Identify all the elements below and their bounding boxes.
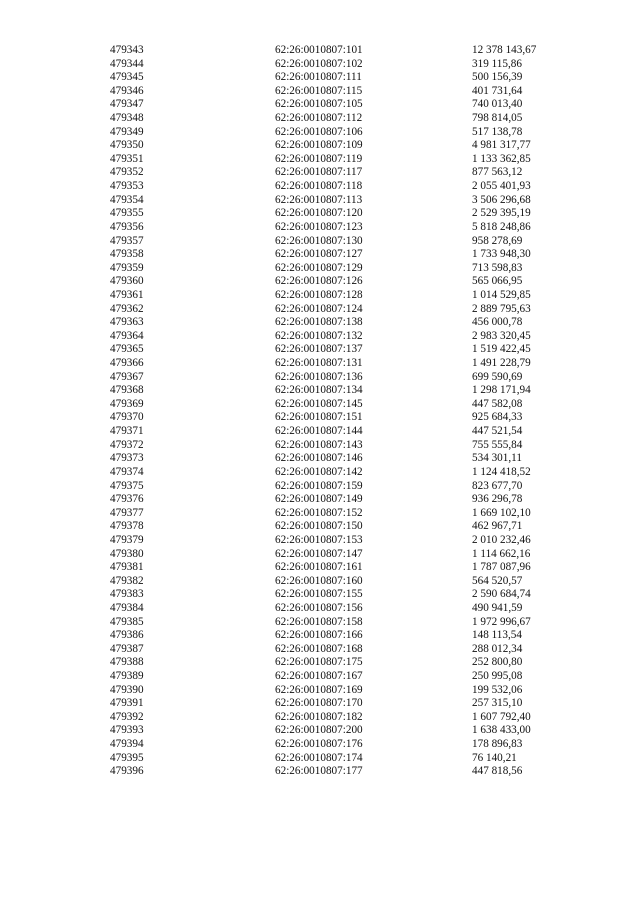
row-number-cell: 479375 (110, 479, 144, 492)
cadastral-number-cell: 62:26:0010807:109 (275, 139, 363, 152)
row-number-cell: 479360 (110, 275, 144, 288)
row-number-cell: 479345 (110, 71, 144, 84)
cadastral-value-cell: 1 124 418,52 (472, 465, 531, 478)
cadastral-value-cell: 462 967,71 (472, 520, 523, 533)
row-number-cell: 479358 (110, 248, 144, 261)
table-row (110, 153, 580, 167)
row-number-cell: 479352 (110, 166, 144, 179)
cadastral-number-cell: 62:26:0010807:112 (275, 112, 363, 125)
cadastral-number-cell: 62:26:0010807:131 (275, 357, 363, 370)
cadastral-number-cell: 62:26:0010807:132 (275, 329, 363, 342)
cadastral-number-cell: 62:26:0010807:126 (275, 275, 363, 288)
row-number-cell: 479376 (110, 493, 144, 506)
table-row (110, 98, 580, 112)
table-row (110, 616, 580, 630)
row-number-cell: 479370 (110, 411, 144, 424)
cadastral-value-cell: 2 983 320,45 (472, 329, 531, 342)
cadastral-value-cell: 2 889 795,63 (472, 302, 531, 315)
table-row (110, 602, 580, 616)
cadastral-number-cell: 62:26:0010807:168 (275, 642, 363, 655)
cadastral-value-cell: 936 296,78 (472, 493, 523, 506)
cadastral-number-cell: 62:26:0010807:130 (275, 234, 363, 247)
table-row (110, 371, 580, 385)
table-row (110, 71, 580, 85)
cadastral-value-cell: 456 000,78 (472, 316, 523, 329)
table-row (110, 439, 580, 453)
cadastral-number-cell: 62:26:0010807:129 (275, 261, 363, 274)
row-number-cell: 479393 (110, 724, 144, 737)
table-row (110, 575, 580, 589)
cadastral-value-cell: 4 981 317,77 (472, 139, 531, 152)
cadastral-number-cell: 62:26:0010807:127 (275, 248, 363, 261)
row-number-cell: 479382 (110, 574, 144, 587)
row-number-cell: 479344 (110, 57, 144, 70)
table-row (110, 629, 580, 643)
cadastral-value-cell: 2 529 395,19 (472, 207, 531, 220)
cadastral-number-cell: 62:26:0010807:118 (275, 180, 363, 193)
row-number-cell: 479346 (110, 84, 144, 97)
cadastral-number-cell: 62:26:0010807:145 (275, 397, 363, 410)
cadastral-number-cell: 62:26:0010807:155 (275, 588, 363, 601)
cadastral-value-cell: 12 378 143,67 (472, 44, 537, 56)
table-row (110, 289, 580, 303)
cadastral-value-cell: 823 677,70 (472, 479, 523, 492)
table-row (110, 112, 580, 126)
cadastral-value-cell: 76 140,21 (472, 751, 517, 764)
cadastral-value-cell: 447 521,54 (472, 425, 523, 438)
row-number-cell: 479350 (110, 139, 144, 152)
table-row (110, 180, 580, 194)
cadastral-number-cell: 62:26:0010807:117 (275, 166, 363, 179)
cadastral-value-cell: 740 013,40 (472, 98, 523, 111)
table-row (110, 588, 580, 602)
row-number-cell: 479347 (110, 98, 144, 111)
row-number-cell: 479364 (110, 329, 144, 342)
cadastral-value-cell: 2 590 684,74 (472, 588, 531, 601)
cadastral-value-cell: 1 519 422,45 (472, 343, 531, 356)
row-number-cell: 479392 (110, 710, 144, 723)
cadastral-number-cell: 62:26:0010807:150 (275, 520, 363, 533)
row-number-cell: 479379 (110, 533, 144, 546)
table-row (110, 384, 580, 398)
cadastral-value-cell: 925 684,33 (472, 411, 523, 424)
cadastral-value-cell: 178 896,83 (472, 738, 523, 751)
cadastral-value-cell: 755 555,84 (472, 438, 523, 451)
row-number-cell: 479357 (110, 234, 144, 247)
cadastral-value-cell: 713 598,83 (472, 261, 523, 274)
table-row (110, 765, 580, 779)
cadastral-value-cell: 2 055 401,93 (472, 180, 531, 193)
cadastral-value-cell: 534 301,11 (472, 452, 522, 465)
cadastral-number-cell: 62:26:0010807:124 (275, 302, 363, 315)
cadastral-value-cell: 877 563,12 (472, 166, 523, 179)
cadastral-number-cell: 62:26:0010807:119 (275, 152, 363, 165)
cadastral-value-cell: 1 133 362,85 (472, 152, 531, 165)
row-number-cell: 479343 (110, 44, 144, 56)
table-row (110, 126, 580, 140)
cadastral-number-cell: 62:26:0010807:156 (275, 601, 363, 614)
cadastral-number-cell: 62:26:0010807:152 (275, 506, 363, 519)
row-number-cell: 479380 (110, 547, 144, 560)
cadastral-value-cell: 565 066,95 (472, 275, 523, 288)
cadastral-number-cell: 62:26:0010807:158 (275, 615, 363, 628)
row-number-cell: 479366 (110, 357, 144, 370)
row-number-cell: 479384 (110, 601, 144, 614)
row-number-cell: 479353 (110, 180, 144, 193)
cadastral-number-cell: 62:26:0010807:166 (275, 629, 363, 642)
table-row (110, 262, 580, 276)
cadastral-number-cell: 62:26:0010807:147 (275, 547, 363, 560)
table-row (110, 561, 580, 575)
row-number-cell: 479368 (110, 384, 144, 397)
cadastral-value-cell: 564 520,57 (472, 574, 523, 587)
table-row (110, 520, 580, 534)
cadastral-number-cell: 62:26:0010807:167 (275, 670, 363, 683)
cadastral-number-cell: 62:26:0010807:115 (275, 84, 363, 97)
row-number-cell: 479387 (110, 642, 144, 655)
cadastral-value-cell: 3 506 296,68 (472, 193, 531, 206)
table-row (110, 670, 580, 684)
cadastral-number-cell: 62:26:0010807:113 (275, 193, 363, 206)
row-number-cell: 479365 (110, 343, 144, 356)
cadastral-number-cell: 62:26:0010807:159 (275, 479, 363, 492)
cadastral-number-cell: 62:26:0010807:174 (275, 751, 363, 764)
cadastral-value-cell: 250 995,08 (472, 670, 523, 683)
cadastral-number-cell: 62:26:0010807:137 (275, 343, 363, 356)
table-row (110, 493, 580, 507)
cadastral-number-cell: 62:26:0010807:128 (275, 288, 363, 301)
cadastral-value-cell: 447 818,56 (472, 765, 523, 778)
cadastral-number-cell: 62:26:0010807:105 (275, 98, 363, 111)
table-row (110, 207, 580, 221)
table-row (110, 425, 580, 439)
row-number-cell: 479378 (110, 520, 144, 533)
cadastral-value-cell: 401 731,64 (472, 84, 523, 97)
cadastral-value-cell: 490 941,59 (472, 601, 523, 614)
cadastral-value-cell: 288 012,34 (472, 642, 523, 655)
table-row (110, 480, 580, 494)
cadastral-value-cell: 1 669 102,10 (472, 506, 531, 519)
table-row (110, 44, 580, 58)
cadastral-number-cell: 62:26:0010807:142 (275, 465, 363, 478)
cadastral-number-cell: 62:26:0010807:160 (275, 574, 363, 587)
table-row (110, 85, 580, 99)
cadastral-number-cell: 62:26:0010807:170 (275, 697, 363, 710)
cadastral-value-cell: 517 138,78 (472, 125, 523, 138)
cadastral-value-cell: 447 582,08 (472, 397, 523, 410)
cadastral-value-cell: 148 113,54 (472, 629, 522, 642)
cadastral-number-cell: 62:26:0010807:138 (275, 316, 363, 329)
row-number-cell: 479396 (110, 765, 144, 778)
cadastral-number-cell: 62:26:0010807:120 (275, 207, 363, 220)
cadastral-value-cell: 2 010 232,46 (472, 533, 531, 546)
table-row (110, 275, 580, 289)
cadastral-value-cell: 5 818 248,86 (472, 220, 531, 233)
cadastral-value-cell: 958 278,69 (472, 234, 523, 247)
cadastral-value-cell: 1 607 792,40 (472, 710, 531, 723)
table-row (110, 738, 580, 752)
table-row (110, 752, 580, 766)
cadastral-value-cell: 1 733 948,30 (472, 248, 531, 261)
cadastral-value-cell: 1 972 996,67 (472, 615, 531, 628)
cadastral-number-cell: 62:26:0010807:149 (275, 493, 363, 506)
table-row (110, 316, 580, 330)
table-row (110, 248, 580, 262)
table-row (110, 398, 580, 412)
cadastral-number-cell: 62:26:0010807:144 (275, 425, 363, 438)
table-row (110, 357, 580, 371)
row-number-cell: 479356 (110, 220, 144, 233)
table-row (110, 411, 580, 425)
table-row (110, 58, 580, 72)
row-number-cell: 479390 (110, 683, 144, 696)
table-row (110, 548, 580, 562)
table-row (110, 656, 580, 670)
cadastral-number-cell: 62:26:0010807:111 (275, 71, 362, 84)
row-number-cell: 479394 (110, 738, 144, 751)
table-row (110, 330, 580, 344)
row-number-cell: 479348 (110, 112, 144, 125)
row-number-cell: 479371 (110, 425, 144, 438)
table-row (110, 303, 580, 317)
cadastral-value-cell: 699 590,69 (472, 370, 523, 383)
cadastral-value-cell: 798 814,05 (472, 112, 523, 125)
cadastral-number-cell: 62:26:0010807:101 (275, 44, 363, 56)
cadastral-value-cell: 257 315,10 (472, 697, 523, 710)
row-number-cell: 479355 (110, 207, 144, 220)
row-number-cell: 479386 (110, 629, 144, 642)
cadastral-value-cell: 199 532,06 (472, 683, 523, 696)
table-row (110, 166, 580, 180)
table-row (110, 643, 580, 657)
row-number-cell: 479351 (110, 152, 144, 165)
row-number-cell: 479391 (110, 697, 144, 710)
cadastral-number-cell: 62:26:0010807:177 (275, 765, 363, 778)
cadastral-value-table (110, 44, 580, 779)
cadastral-number-cell: 62:26:0010807:176 (275, 738, 363, 751)
cadastral-value-cell: 1 638 433,00 (472, 724, 531, 737)
cadastral-number-cell: 62:26:0010807:123 (275, 220, 363, 233)
row-number-cell: 479349 (110, 125, 144, 138)
table-row (110, 452, 580, 466)
table-row (110, 235, 580, 249)
row-number-cell: 479377 (110, 506, 144, 519)
cadastral-value-cell: 1 114 662,16 (472, 547, 531, 560)
table-row (110, 507, 580, 521)
row-number-cell: 479359 (110, 261, 144, 274)
cadastral-number-cell: 62:26:0010807:151 (275, 411, 363, 424)
cadastral-number-cell: 62:26:0010807:146 (275, 452, 363, 465)
table-row (110, 534, 580, 548)
row-number-cell: 479374 (110, 465, 144, 478)
cadastral-value-cell: 500 156,39 (472, 71, 523, 84)
cadastral-value-cell: 1 491 228,79 (472, 357, 531, 370)
cadastral-number-cell: 62:26:0010807:134 (275, 384, 363, 397)
table-row (110, 466, 580, 480)
cadastral-number-cell: 62:26:0010807:200 (275, 724, 363, 737)
table-row (110, 724, 580, 738)
cadastral-value-cell: 319 115,86 (472, 57, 522, 70)
cadastral-value-cell: 252 800,80 (472, 656, 523, 669)
cadastral-number-cell: 62:26:0010807:106 (275, 125, 363, 138)
row-number-cell: 479363 (110, 316, 144, 329)
row-number-cell: 479369 (110, 397, 144, 410)
cadastral-number-cell: 62:26:0010807:182 (275, 710, 363, 723)
row-number-cell: 479367 (110, 370, 144, 383)
cadastral-number-cell: 62:26:0010807:136 (275, 370, 363, 383)
cadastral-number-cell: 62:26:0010807:143 (275, 438, 363, 451)
cadastral-number-cell: 62:26:0010807:161 (275, 561, 363, 574)
cadastral-number-cell: 62:26:0010807:102 (275, 57, 363, 70)
row-number-cell: 479362 (110, 302, 144, 315)
cadastral-value-cell: 1 787 087,96 (472, 561, 531, 574)
row-number-cell: 479383 (110, 588, 144, 601)
cadastral-value-cell: 1 014 529,85 (472, 288, 531, 301)
row-number-cell: 479372 (110, 438, 144, 451)
row-number-cell: 479381 (110, 561, 144, 574)
table-row (110, 684, 580, 698)
row-number-cell: 479389 (110, 670, 144, 683)
row-number-cell: 479373 (110, 452, 144, 465)
cadastral-number-cell: 62:26:0010807:153 (275, 533, 363, 546)
table-row (110, 221, 580, 235)
row-number-cell: 479385 (110, 615, 144, 628)
table-row (110, 711, 580, 725)
cadastral-value-cell: 1 298 171,94 (472, 384, 531, 397)
row-number-cell: 479361 (110, 288, 144, 301)
row-number-cell: 479388 (110, 656, 144, 669)
cadastral-number-cell: 62:26:0010807:175 (275, 656, 363, 669)
row-number-cell: 479395 (110, 751, 144, 764)
table-row (110, 343, 580, 357)
table-row (110, 194, 580, 208)
table-row (110, 697, 580, 711)
row-number-cell: 479354 (110, 193, 144, 206)
cadastral-number-cell: 62:26:0010807:169 (275, 683, 363, 696)
table-row (110, 139, 580, 153)
